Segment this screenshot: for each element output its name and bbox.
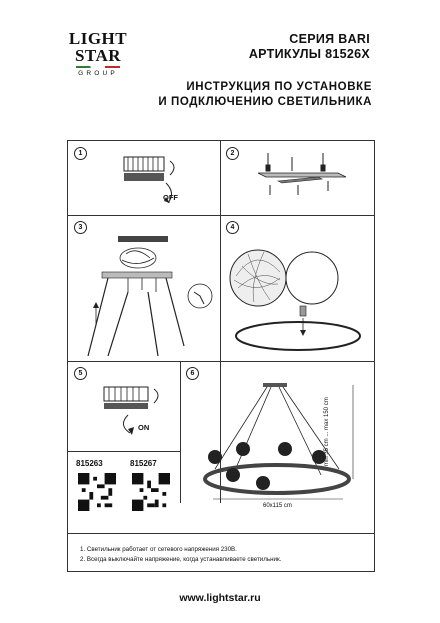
grid-hline-3: [68, 451, 180, 452]
step-6-height-dimension: min 35 cm ... max 150 cm: [324, 397, 330, 466]
step-5-number: 5: [74, 367, 87, 380]
series-title: СЕРИЯ BARI: [289, 32, 370, 46]
series-block: [249, 32, 370, 62]
step-2-mounting-illustration: [258, 151, 358, 211]
step-6-number: 6: [186, 367, 199, 380]
notes: [80, 545, 281, 564]
grid-hline-2: [68, 361, 374, 362]
brand-logo: [68, 30, 128, 102]
step-3-number: 3: [74, 221, 87, 234]
article-1: 815263: [76, 459, 103, 468]
step-5-on-label: ON: [138, 423, 150, 432]
qr-code-1[interactable]: [78, 473, 116, 511]
logo-line-1: LIGHT: [68, 29, 128, 48]
grid-hline-1: [68, 215, 374, 216]
note-1: 1. Светильник работает от сетевого напряжения 230В.: [80, 546, 237, 553]
step-4-number: 4: [226, 221, 239, 234]
instruction-line-2: И ПОДКЛЮЧЕНИЮ СВЕТИЛЬНИКА: [158, 96, 372, 108]
step-6-chandelier-illustration: [193, 379, 368, 504]
step-1-number: 1: [74, 147, 87, 160]
step-2-number: 2: [226, 147, 239, 160]
step-6-width-dimension: 60x115 cm: [263, 503, 292, 509]
steps-frame: [67, 140, 375, 572]
step-4-sphere-illustration: [228, 236, 368, 356]
articles-title: АРТИКУЛЫ 81526X: [248, 47, 370, 61]
logo-line-2: STAR: [74, 46, 122, 65]
step-1-off-label: OFF: [163, 193, 178, 202]
logo-line-3: GROUP: [78, 70, 118, 77]
article-2: 815267: [130, 459, 157, 468]
note-2: 2. Всегда выключайте напряжение, когда устанавливаете светильник.: [80, 555, 282, 563]
website-link[interactable]: www.lightstar.ru: [179, 592, 261, 604]
grid-hline-notes: [68, 533, 374, 534]
step-3-hanging-illustration: [88, 236, 218, 356]
qr-code-2[interactable]: [132, 473, 170, 511]
instruction-line-1: ИНСТРУКЦИЯ ПО УСТАНОВКЕ: [186, 81, 372, 93]
instruction-title: [158, 80, 372, 110]
grid-vline-2: [180, 361, 181, 503]
logo-flag-stripe: [76, 66, 120, 68]
